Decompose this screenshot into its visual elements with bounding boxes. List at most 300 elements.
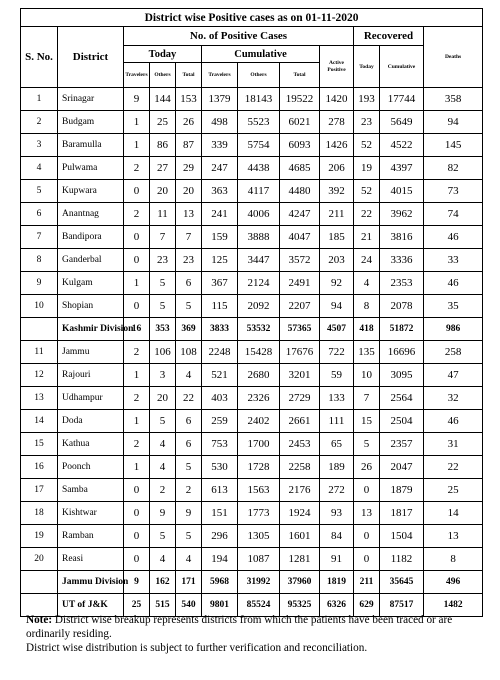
cumulative-others-cell: 2092 — [238, 295, 280, 318]
recovered-today-cell: 4 — [354, 272, 380, 295]
deaths-cell: 82 — [424, 157, 483, 180]
today-others-cell: 9 — [150, 502, 176, 525]
cumulative-total-cell: 6093 — [280, 134, 320, 157]
today-travelers-cell: 2 — [124, 387, 150, 410]
recovered-today-cell: 13 — [354, 502, 380, 525]
note-label: Note: — [26, 614, 53, 626]
today-total-cell: 6 — [176, 433, 202, 456]
today-travelers-cell: 1 — [124, 111, 150, 134]
cumulative-travelers-cell: 296 — [202, 525, 238, 548]
serial-number-cell: 7 — [21, 226, 58, 249]
deaths-cell: 25 — [424, 479, 483, 502]
cumulative-others-cell: 2326 — [238, 387, 280, 410]
serial-number-cell: 6 — [21, 203, 58, 226]
recovered-today-cell: 135 — [354, 341, 380, 364]
cumulative-total-cell: 6021 — [280, 111, 320, 134]
today-total-cell: 540 — [176, 594, 202, 617]
serial-number-cell — [21, 571, 58, 594]
today-others-cell: 5 — [150, 295, 176, 318]
positive-cases-header: No. of Positive Cases — [124, 27, 354, 46]
cumulative-travelers-cell: 241 — [202, 203, 238, 226]
today-total-cell: 4 — [176, 364, 202, 387]
today-travelers-cell: 1 — [124, 134, 150, 157]
cumulative-total-cell: 4247 — [280, 203, 320, 226]
cumulative-others-cell: 1563 — [238, 479, 280, 502]
recovered-header: Recovered — [354, 27, 424, 46]
serial-number-cell: 18 — [21, 502, 58, 525]
recovered-today-cell: 8 — [354, 295, 380, 318]
footnote-line-1 — [26, 613, 486, 641]
serial-number-cell: 12 — [21, 364, 58, 387]
recovered-cumulative-cell: 2564 — [380, 387, 424, 410]
serial-number-cell — [21, 318, 58, 341]
today-others-cell: 11 — [150, 203, 176, 226]
today-travelers-cell: 0 — [124, 525, 150, 548]
serial-number-cell: 1 — [21, 88, 58, 111]
cumulative-others-cell: 1087 — [238, 548, 280, 571]
recovered-cumulative-cell: 5649 — [380, 111, 424, 134]
district-name-cell: Shopian — [58, 295, 124, 318]
today-travelers-cell: 2 — [124, 341, 150, 364]
table-row — [21, 157, 483, 180]
cumulative-total-cell: 2258 — [280, 456, 320, 479]
today-others-cell: 3 — [150, 364, 176, 387]
today-others-cell: 515 — [150, 594, 176, 617]
deaths-cell: 46 — [424, 226, 483, 249]
cumulative-total-cell: 1924 — [280, 502, 320, 525]
serial-number-cell: 17 — [21, 479, 58, 502]
district-name-cell: UT of J&K — [58, 594, 124, 617]
today-others-cell: 23 — [150, 249, 176, 272]
cumulative-travelers-cell: 3833 — [202, 318, 238, 341]
recovered-cumulative-cell: 2504 — [380, 410, 424, 433]
today-total-cell: 9 — [176, 502, 202, 525]
today-travelers-cell: 2 — [124, 433, 150, 456]
deaths-cell: 46 — [424, 410, 483, 433]
today-total-cell: 29 — [176, 157, 202, 180]
recovered-today-cell: 7 — [354, 387, 380, 410]
cumulative-travelers-cell: 125 — [202, 249, 238, 272]
cumulative-others-cell: 2402 — [238, 410, 280, 433]
today-travelers-cell: 1 — [124, 364, 150, 387]
cumulative-travelers-cell: 363 — [202, 180, 238, 203]
cumulative-total-cell: 3572 — [280, 249, 320, 272]
active-positive-cell: 185 — [320, 226, 354, 249]
recovered-cumulative-cell: 4522 — [380, 134, 424, 157]
district-header: District — [58, 27, 124, 88]
today-total-cell: 13 — [176, 203, 202, 226]
cumulative-travelers-cell: 194 — [202, 548, 238, 571]
recovered-cumulative-cell: 2357 — [380, 433, 424, 456]
deaths-cell: 31 — [424, 433, 483, 456]
active-positive-cell: 392 — [320, 180, 354, 203]
today-total-cell: 6 — [176, 272, 202, 295]
deaths-cell: 73 — [424, 180, 483, 203]
table-row — [21, 502, 483, 525]
today-others-cell: 2 — [150, 479, 176, 502]
cumulative-travelers-cell: 498 — [202, 111, 238, 134]
active-positive-cell: 203 — [320, 249, 354, 272]
cumulative-others-cell: 1728 — [238, 456, 280, 479]
recovered-cumulative-cell: 87517 — [380, 594, 424, 617]
today-others-cell: 5 — [150, 525, 176, 548]
table-row — [21, 341, 483, 364]
cumulative-total-cell: 2661 — [280, 410, 320, 433]
deaths-cell: 986 — [424, 318, 483, 341]
cumulative-others-cell: 3888 — [238, 226, 280, 249]
today-header: Today — [124, 46, 202, 63]
today-total-cell: 26 — [176, 111, 202, 134]
recovered-cumulative-cell: 1504 — [380, 525, 424, 548]
cumulative-others-cell: 4438 — [238, 157, 280, 180]
recovered-cumulative-cell: 2078 — [380, 295, 424, 318]
cumulative-others-cell: 4117 — [238, 180, 280, 203]
recovered-cumulative-cell: 2047 — [380, 456, 424, 479]
recovered-cumulative-header: Cumulative — [380, 46, 424, 88]
recovered-today-cell: 15 — [354, 410, 380, 433]
today-travelers-cell: 0 — [124, 180, 150, 203]
table-row — [21, 180, 483, 203]
district-name-cell: Kulgam — [58, 272, 124, 295]
district-name-cell: Jammu Division — [58, 571, 124, 594]
today-others-cell: 86 — [150, 134, 176, 157]
cumulative-others-cell: 1305 — [238, 525, 280, 548]
recovered-today-cell: 24 — [354, 249, 380, 272]
today-travelers-cell: 1 — [124, 272, 150, 295]
serial-number-cell: 9 — [21, 272, 58, 295]
today-travelers-cell: 1 — [124, 410, 150, 433]
cumulative-others-cell: 5754 — [238, 134, 280, 157]
district-name-cell: Reasi — [58, 548, 124, 571]
district-name-cell: Anantnag — [58, 203, 124, 226]
today-travelers-cell: 0 — [124, 295, 150, 318]
today-travelers-cell: 0 — [124, 249, 150, 272]
sno-header: S. No. — [21, 27, 58, 88]
footnote — [26, 613, 486, 655]
district-name-cell: Ganderbal — [58, 249, 124, 272]
cumulative-total-cell: 4685 — [280, 157, 320, 180]
active-positive-cell: 65 — [320, 433, 354, 456]
serial-number-cell: 20 — [21, 548, 58, 571]
table-row — [21, 249, 483, 272]
today-others-header: Others — [150, 63, 176, 88]
table-row — [21, 387, 483, 410]
deaths-cell: 14 — [424, 502, 483, 525]
recovered-today-cell: 26 — [354, 456, 380, 479]
cumulative-travelers-cell: 247 — [202, 157, 238, 180]
active-positive-cell: 59 — [320, 364, 354, 387]
today-total-cell: 20 — [176, 180, 202, 203]
recovered-today-cell: 52 — [354, 134, 380, 157]
today-travelers-cell: 16 — [124, 318, 150, 341]
table-row — [21, 203, 483, 226]
cumulative-others-cell: 15428 — [238, 341, 280, 364]
table-row — [21, 295, 483, 318]
cumulative-travelers-cell: 9801 — [202, 594, 238, 617]
today-travelers-header: Travelers — [124, 63, 150, 88]
active-positive-cell: 92 — [320, 272, 354, 295]
active-positive-cell: 84 — [320, 525, 354, 548]
active-positive-cell: 133 — [320, 387, 354, 410]
today-travelers-cell: 2 — [124, 203, 150, 226]
cumulative-total-cell: 19522 — [280, 88, 320, 111]
recovered-cumulative-cell: 35645 — [380, 571, 424, 594]
today-travelers-cell: 0 — [124, 479, 150, 502]
recovered-today-cell: 0 — [354, 548, 380, 571]
district-cases-table — [20, 8, 483, 617]
table-row — [21, 226, 483, 249]
district-name-cell: Kashmir Division — [58, 318, 124, 341]
recovered-cumulative-cell: 3336 — [380, 249, 424, 272]
table-row — [21, 525, 483, 548]
serial-number-cell: 4 — [21, 157, 58, 180]
active-positive-cell: 6326 — [320, 594, 354, 617]
cumulative-travelers-cell: 151 — [202, 502, 238, 525]
today-total-cell: 22 — [176, 387, 202, 410]
deaths-cell: 22 — [424, 456, 483, 479]
recovered-today-cell: 418 — [354, 318, 380, 341]
cumulative-total-cell: 37960 — [280, 571, 320, 594]
district-name-cell: Rajouri — [58, 364, 124, 387]
cumulative-travelers-header: Travelers — [202, 63, 238, 88]
district-name-cell: Jammu — [58, 341, 124, 364]
cumulative-travelers-cell: 1379 — [202, 88, 238, 111]
cumulative-header: Cumulative — [202, 46, 320, 63]
cumulative-others-cell: 3447 — [238, 249, 280, 272]
serial-number-cell: 10 — [21, 295, 58, 318]
recovered-cumulative-cell: 1182 — [380, 548, 424, 571]
today-total-cell: 87 — [176, 134, 202, 157]
cumulative-travelers-cell: 753 — [202, 433, 238, 456]
cumulative-total-cell: 2207 — [280, 295, 320, 318]
active-positive-cell: 91 — [320, 548, 354, 571]
serial-number-cell: 2 — [21, 111, 58, 134]
today-others-cell: 27 — [150, 157, 176, 180]
deaths-cell: 47 — [424, 364, 483, 387]
recovered-cumulative-cell: 1879 — [380, 479, 424, 502]
active-positive-cell: 93 — [320, 502, 354, 525]
today-total-cell: 4 — [176, 548, 202, 571]
deaths-cell: 32 — [424, 387, 483, 410]
active-positive-cell: 278 — [320, 111, 354, 134]
cumulative-total-cell: 4047 — [280, 226, 320, 249]
recovered-cumulative-cell: 17744 — [380, 88, 424, 111]
active-positive-cell: 272 — [320, 479, 354, 502]
serial-number-cell: 15 — [21, 433, 58, 456]
recovered-cumulative-cell: 3962 — [380, 203, 424, 226]
recovered-today-cell: 21 — [354, 226, 380, 249]
today-others-cell: 25 — [150, 111, 176, 134]
today-others-cell: 353 — [150, 318, 176, 341]
cumulative-total-cell: 2491 — [280, 272, 320, 295]
active-positive-cell: 1420 — [320, 88, 354, 111]
district-name-cell: Budgam — [58, 111, 124, 134]
recovered-today-cell: 23 — [354, 111, 380, 134]
active-positive-cell: 211 — [320, 203, 354, 226]
recovered-today-cell: 0 — [354, 525, 380, 548]
today-others-cell: 144 — [150, 88, 176, 111]
today-others-cell: 4 — [150, 548, 176, 571]
cumulative-others-cell: 5523 — [238, 111, 280, 134]
district-name-cell: Bandipora — [58, 226, 124, 249]
recovered-cumulative-cell: 51872 — [380, 318, 424, 341]
district-name-cell: Poonch — [58, 456, 124, 479]
recovered-cumulative-cell: 16696 — [380, 341, 424, 364]
today-total-header: Total — [176, 63, 202, 88]
cumulative-total-cell: 2729 — [280, 387, 320, 410]
cumulative-others-cell: 18143 — [238, 88, 280, 111]
today-travelers-cell: 2 — [124, 157, 150, 180]
deaths-cell: 46 — [424, 272, 483, 295]
active-positive-cell: 94 — [320, 295, 354, 318]
today-travelers-cell: 1 — [124, 456, 150, 479]
today-total-cell: 171 — [176, 571, 202, 594]
cumulative-travelers-cell: 159 — [202, 226, 238, 249]
table-title: District wise Positive cases as on 01-11-2020 — [21, 9, 483, 27]
cumulative-total-cell: 57365 — [280, 318, 320, 341]
recovered-cumulative-cell: 4015 — [380, 180, 424, 203]
table-row — [21, 479, 483, 502]
cumulative-others-cell: 2124 — [238, 272, 280, 295]
cumulative-travelers-cell: 5968 — [202, 571, 238, 594]
cumulative-others-cell: 85524 — [238, 594, 280, 617]
recovered-today-cell: 10 — [354, 364, 380, 387]
serial-number-cell: 16 — [21, 456, 58, 479]
table-row — [21, 548, 483, 571]
today-travelers-cell: 9 — [124, 571, 150, 594]
today-travelers-cell: 0 — [124, 502, 150, 525]
deaths-cell: 13 — [424, 525, 483, 548]
recovered-today-cell: 211 — [354, 571, 380, 594]
district-name-cell: Kishtwar — [58, 502, 124, 525]
today-total-cell: 2 — [176, 479, 202, 502]
today-total-cell: 369 — [176, 318, 202, 341]
recovered-today-cell: 22 — [354, 203, 380, 226]
active-positive-cell: 206 — [320, 157, 354, 180]
today-travelers-cell: 9 — [124, 88, 150, 111]
cumulative-travelers-cell: 367 — [202, 272, 238, 295]
recovered-today-cell: 19 — [354, 157, 380, 180]
summary-row — [21, 318, 483, 341]
today-total-cell: 7 — [176, 226, 202, 249]
district-name-cell: Baramulla — [58, 134, 124, 157]
cumulative-travelers-cell: 2248 — [202, 341, 238, 364]
today-others-cell: 5 — [150, 410, 176, 433]
district-name-cell: Pulwama — [58, 157, 124, 180]
serial-number-cell: 13 — [21, 387, 58, 410]
cumulative-others-cell: 4006 — [238, 203, 280, 226]
recovered-today-cell: 629 — [354, 594, 380, 617]
serial-number-cell: 14 — [21, 410, 58, 433]
recovered-today-cell: 5 — [354, 433, 380, 456]
note-text-2: District wise distribution is subject to further verification and reconciliation. — [26, 642, 368, 654]
note-text-1: District wise breakup represents districts from which the patients have been traced or are ordinarily residing. — [26, 614, 453, 640]
deaths-cell: 258 — [424, 341, 483, 364]
active-positive-cell: 4507 — [320, 318, 354, 341]
today-travelers-cell: 25 — [124, 594, 150, 617]
deaths-cell: 496 — [424, 571, 483, 594]
district-name-cell: Udhampur — [58, 387, 124, 410]
serial-number-cell: 11 — [21, 341, 58, 364]
district-name-cell: Kupwara — [58, 180, 124, 203]
cumulative-others-cell: 31992 — [238, 571, 280, 594]
recovered-cumulative-cell: 2353 — [380, 272, 424, 295]
cumulative-travelers-cell: 613 — [202, 479, 238, 502]
cumulative-total-cell: 95325 — [280, 594, 320, 617]
today-others-cell: 7 — [150, 226, 176, 249]
deaths-cell: 35 — [424, 295, 483, 318]
district-name-cell: Srinagar — [58, 88, 124, 111]
table-body — [21, 88, 483, 617]
recovered-cumulative-cell: 3816 — [380, 226, 424, 249]
today-others-cell: 20 — [150, 387, 176, 410]
cumulative-total-cell: 17676 — [280, 341, 320, 364]
recovered-today-cell: 52 — [354, 180, 380, 203]
today-others-cell: 4 — [150, 456, 176, 479]
deaths-cell: 145 — [424, 134, 483, 157]
deaths-cell: 33 — [424, 249, 483, 272]
cumulative-others-cell: 1700 — [238, 433, 280, 456]
cumulative-total-header: Total — [280, 63, 320, 88]
district-name-cell: Samba — [58, 479, 124, 502]
deaths-header: Deaths — [424, 27, 483, 88]
deaths-cell: 1482 — [424, 594, 483, 617]
today-others-cell: 4 — [150, 433, 176, 456]
active-positive-cell: 722 — [320, 341, 354, 364]
table-row — [21, 134, 483, 157]
active-positive-cell: 1426 — [320, 134, 354, 157]
district-name-cell: Ramban — [58, 525, 124, 548]
serial-number-cell: 3 — [21, 134, 58, 157]
serial-number-cell: 19 — [21, 525, 58, 548]
active-positive-cell: 1819 — [320, 571, 354, 594]
cumulative-total-cell: 2176 — [280, 479, 320, 502]
table-row — [21, 111, 483, 134]
active-positive-cell: 111 — [320, 410, 354, 433]
today-total-cell: 23 — [176, 249, 202, 272]
district-name-cell: Kathua — [58, 433, 124, 456]
recovered-today-cell: 193 — [354, 88, 380, 111]
deaths-cell: 358 — [424, 88, 483, 111]
today-total-cell: 108 — [176, 341, 202, 364]
today-total-cell: 5 — [176, 456, 202, 479]
cumulative-others-header: Others — [238, 63, 280, 88]
cumulative-travelers-cell: 403 — [202, 387, 238, 410]
today-others-cell: 20 — [150, 180, 176, 203]
today-total-cell: 5 — [176, 525, 202, 548]
cumulative-total-cell: 1601 — [280, 525, 320, 548]
serial-number-cell: 5 — [21, 180, 58, 203]
cumulative-others-cell: 2680 — [238, 364, 280, 387]
cumulative-travelers-cell: 521 — [202, 364, 238, 387]
cumulative-others-cell: 1773 — [238, 502, 280, 525]
deaths-cell: 94 — [424, 111, 483, 134]
cumulative-travelers-cell: 530 — [202, 456, 238, 479]
today-total-cell: 153 — [176, 88, 202, 111]
deaths-cell: 8 — [424, 548, 483, 571]
recovered-today-header: Today — [354, 46, 380, 88]
today-others-cell: 5 — [150, 272, 176, 295]
cumulative-total-cell: 1281 — [280, 548, 320, 571]
district-name-cell: Doda — [58, 410, 124, 433]
today-total-cell: 5 — [176, 295, 202, 318]
cumulative-travelers-cell: 115 — [202, 295, 238, 318]
table-row — [21, 410, 483, 433]
cumulative-travelers-cell: 259 — [202, 410, 238, 433]
table-row — [21, 364, 483, 387]
today-others-cell: 106 — [150, 341, 176, 364]
table-row — [21, 272, 483, 295]
